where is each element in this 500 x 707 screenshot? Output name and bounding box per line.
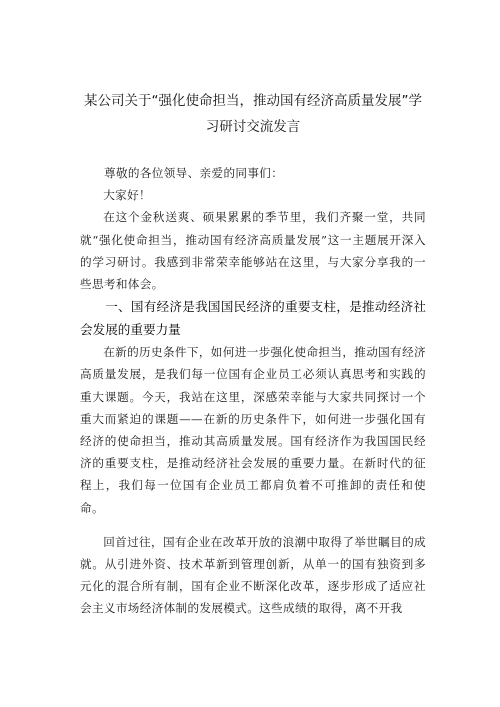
section-paragraph: 在新的历史条件下，如何进一步强化使命担当，推动国有经济高质量发展，是我们每一位国有企业员工必须认真思考和实践的重大课题。今天，我站在这里，深感荣幸能与大家共同探讨一个重大而紧迫的课题——在新的历史条件下，如何进一步强化国有经济的使命担当，推动其高质量发展。国有经济作为我国国民经济的重要支柱，是推动经济社会发展的重要力量。在新时代的征程上，我们每一位国有企业员工都肩负着不可推卸的责任和使命。: [80, 345, 426, 515]
document-title: 某公司关于“强化使命担当，推动国有经济高质量发展”学习研讨交流发言: [84, 93, 422, 135]
greeting: 大家好！: [103, 188, 151, 203]
section-paragraph: 回首过往，国有企业在改革开放的浪潮中取得了举世瞩目的成就。从引进外资、技术革新到管理创新，从单一的国有独资到多元化的混合所有制，国有企业不断深化改革，逐步形成了适应社会主义市场经济体制的发展模式。这些成绩的取得，离不开我: [80, 534, 426, 616]
document-body: [80, 162, 426, 620]
intro-paragraph: 在这个金秋送爽、硕果累累的季节里，我们齐聚一堂，共同就“强化使命担当，推动国有经济高质量发展”这一主题展开深入的学习研讨。我感到非常荣幸能够站在这里，与大家分享我的一些思考和体会。: [80, 210, 426, 292]
salutation: 尊敬的各位领导、亲爱的同事们：: [104, 166, 284, 180]
section-heading: 一、国有经济是我国国民经济的重要支柱，是推动经济社会发展的重要力量: [80, 299, 426, 338]
